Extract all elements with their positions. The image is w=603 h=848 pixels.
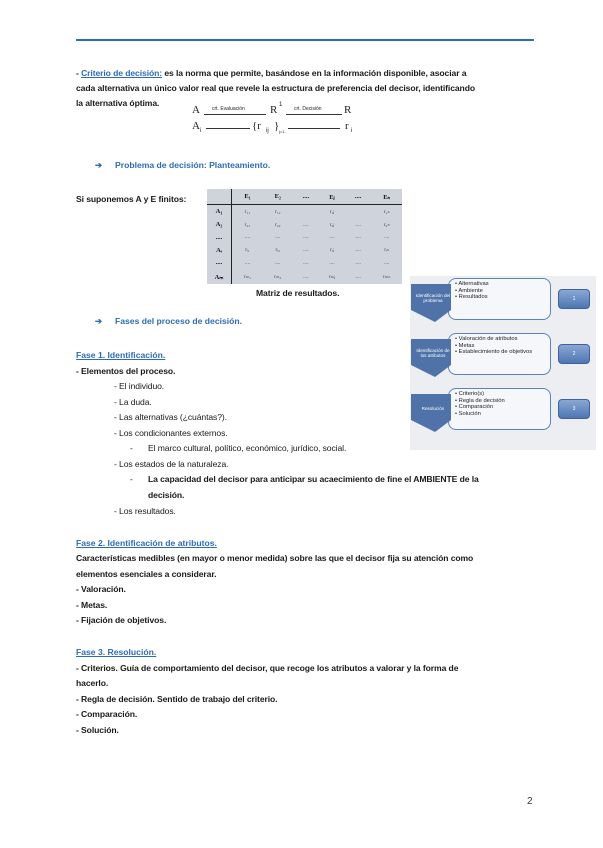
fase3-item: - Comparación. bbox=[76, 709, 138, 719]
matrix-cell: .... bbox=[355, 259, 361, 266]
sub-bullet: - bbox=[130, 443, 133, 453]
matrix-cell: rₘⱼ bbox=[328, 273, 336, 280]
criterio-line-1 bbox=[76, 66, 466, 82]
formula-R1-sup: 1 bbox=[279, 102, 283, 108]
matrix-cell: .... bbox=[355, 234, 361, 241]
results-matrix bbox=[207, 189, 402, 284]
matrix-cell: .... bbox=[329, 234, 335, 241]
stage-item: • Valoración de atributos bbox=[455, 336, 550, 343]
fase1-item: - Las alternativas (¿cuántas?). bbox=[114, 412, 227, 422]
fase3-item: - Regla de decisión. Sentido de trabajo del criterio. bbox=[76, 694, 278, 704]
matrix-header-cell: E₁ bbox=[232, 189, 264, 205]
matrix-cell: .... bbox=[383, 259, 390, 266]
stage-item: • Comparación bbox=[455, 404, 550, 411]
formula-set-idx: j=1.. bbox=[279, 129, 287, 134]
matrix-cell: .... bbox=[329, 259, 335, 266]
chevron-arrow-icon bbox=[411, 394, 459, 432]
matrix-cell: .... bbox=[303, 234, 309, 241]
fase1-estados: - Los estados de la naturaleza. bbox=[114, 459, 229, 469]
criterio-label: Criterio de decisión: bbox=[81, 68, 163, 78]
matrix-cell: rᵢ₁ bbox=[245, 247, 250, 254]
stage-item: • Ambiente bbox=[455, 288, 550, 295]
stage-2-title: Identificación de los atributos bbox=[416, 348, 450, 359]
matrix-cell: r₂ₙ bbox=[383, 221, 390, 228]
matrix-row bbox=[207, 257, 402, 270]
fase2-item: - Valoración. bbox=[76, 584, 126, 594]
matrix-cell bbox=[293, 205, 320, 219]
stage-1-box bbox=[448, 278, 551, 320]
matrix-row bbox=[207, 231, 402, 244]
matrix-cell: r₁₁ bbox=[244, 208, 251, 215]
matrix-cell: rₘₙ bbox=[382, 273, 391, 280]
matrix-cell: .... bbox=[355, 221, 361, 228]
matrix-cell: rᵢⱼ bbox=[330, 247, 334, 254]
stage-3-list bbox=[449, 389, 550, 417]
fase1-item: - Los condicionantes externos. bbox=[114, 428, 228, 438]
fase2-heading: Fase 2. Identificación de atributos. bbox=[76, 538, 217, 548]
stage-2-box bbox=[448, 333, 551, 375]
decision-phases-diagram bbox=[410, 276, 596, 450]
fases-line bbox=[95, 316, 242, 327]
stage-item: • Establecimiento de objetivos bbox=[455, 349, 550, 356]
stage-3-button[interactable]: 3 bbox=[558, 399, 590, 419]
matrix-row-label: .... bbox=[207, 231, 232, 244]
stage-3-title: Resolución bbox=[421, 406, 445, 411]
matrix-cell: .... bbox=[244, 234, 251, 241]
formula-ri: r bbox=[345, 120, 349, 132]
matrix-cell: .... bbox=[275, 259, 281, 266]
planteamiento-text: Problema de decisión: Planteamiento. bbox=[115, 160, 271, 170]
criterio-text: es la norma que permite, basándose en la información disponible, asociar a bbox=[162, 68, 467, 78]
matrix-cell: rᵢ₂ bbox=[275, 247, 281, 254]
matrix-row-label: Aₘ bbox=[207, 269, 232, 284]
stage-1-button[interactable]: 1 bbox=[558, 289, 590, 309]
stage-item: • Metas bbox=[455, 343, 550, 350]
matrix-cell: rₘ₁ bbox=[243, 273, 252, 280]
page-number: 2 bbox=[527, 796, 533, 807]
stage-3-chevron bbox=[411, 394, 459, 432]
sub-bullet: - bbox=[130, 474, 133, 484]
formula-Ai-sub: i bbox=[200, 128, 202, 134]
formula-set-close: } bbox=[274, 120, 280, 132]
planteamiento-line bbox=[95, 160, 270, 171]
matrix-cell: .... bbox=[303, 259, 309, 266]
matrix-cell: r₂₁ bbox=[244, 221, 251, 228]
formula-set-sub: ij bbox=[266, 128, 269, 134]
fases-text: Fases del proceso de decisión. bbox=[115, 316, 243, 326]
stage-item: • Solución bbox=[455, 411, 550, 418]
matrix-cell: .... bbox=[355, 273, 361, 280]
stage-item: • Regla de decisión bbox=[455, 398, 550, 405]
fase2-item: - Fijación de objetivos. bbox=[76, 615, 167, 625]
matrix-header-cell: Eₙ bbox=[371, 189, 402, 205]
decision-formula bbox=[190, 104, 358, 140]
matrix-row bbox=[207, 244, 402, 257]
formula-ri-sub: i bbox=[351, 128, 353, 134]
formula-arrow-1 bbox=[204, 114, 266, 115]
formula-A: A bbox=[192, 104, 200, 116]
matrix-row-label: A₁ bbox=[207, 205, 232, 219]
criterio-line-2: cada alternativa un único valor real que revele la estructura de preferencia del decisor, identificando bbox=[76, 83, 476, 93]
matrix-header-cell bbox=[207, 189, 232, 205]
stage-2-button[interactable]: 2 bbox=[558, 344, 590, 364]
results-table bbox=[207, 189, 402, 284]
fase1-elementos: - Elementos del proceso. bbox=[76, 366, 176, 376]
matrix-cell: .... bbox=[303, 273, 309, 280]
fase2-line2: elementos esenciales a considerar. bbox=[76, 569, 217, 579]
matrix-cell: rₘ₂ bbox=[274, 273, 282, 280]
finite-sentence: Si suponemos A y E finitos: bbox=[76, 194, 187, 204]
header-rule bbox=[76, 39, 534, 41]
fase1-item: - El individuo. bbox=[114, 381, 165, 391]
matrix-caption: Matriz de resultados. bbox=[256, 288, 340, 298]
formula-R1: R bbox=[270, 104, 278, 116]
arrow-right-icon: ➔ bbox=[95, 316, 103, 326]
matrix-header-cell: E₂ bbox=[263, 189, 292, 205]
matrix-header-cell: .... bbox=[293, 189, 320, 205]
matrix-row-label: A₂ bbox=[207, 218, 232, 231]
arrow-right-icon: ➔ bbox=[95, 160, 103, 170]
fase1-resultados: - Los resultados. bbox=[114, 506, 176, 516]
fase3-line2: hacerlo. bbox=[76, 678, 109, 688]
fase1-sub1: El marco cultural, político, económico, jurídico, social. bbox=[148, 443, 347, 453]
formula-crit-dec: crt. Decisión bbox=[294, 106, 322, 112]
fase1-sub2-line1: La capacidad del decisor para anticipar su acaecimiento de fine el AMBIENTE de la bbox=[148, 474, 479, 484]
matrix-cell bbox=[345, 205, 372, 219]
fase3-heading: Fase 3. Resolución. bbox=[76, 647, 157, 657]
matrix-cell: r₂₂ bbox=[274, 221, 281, 228]
matrix-cell: .... bbox=[244, 259, 251, 266]
matrix-cell: r₁ₙ bbox=[383, 208, 390, 215]
criterio-line-3: la alternativa óptima. bbox=[76, 98, 160, 108]
stage-2-chevron bbox=[411, 339, 459, 377]
fase1-item: - La duda. bbox=[114, 397, 152, 407]
matrix-row bbox=[207, 205, 402, 219]
formula-R: R bbox=[344, 104, 352, 116]
formula-Ai: A bbox=[192, 120, 200, 132]
stage-1-list bbox=[449, 279, 550, 301]
fase1-sub2-line2: decisión. bbox=[148, 490, 185, 500]
stage-item: • Criterio(s) bbox=[455, 391, 550, 398]
matrix-header-row bbox=[207, 189, 402, 205]
formula-set: {r bbox=[252, 120, 261, 132]
matrix-cell: rᵢₙ bbox=[384, 247, 390, 254]
stage-1-title: Identificación del problema bbox=[415, 293, 451, 304]
formula-arrow-2 bbox=[286, 114, 342, 115]
formula-crit-eval: crt. Evaluación bbox=[212, 106, 245, 112]
matrix-row bbox=[207, 218, 402, 231]
fase2-item: - Metas. bbox=[76, 600, 108, 610]
stage-1-chevron bbox=[411, 284, 459, 322]
fase3-line1: - Criterios. Guía de comportamiento del decisor, que recoge los atributos a valorar y la forma de bbox=[76, 663, 459, 673]
stage-item: • Resultados bbox=[455, 294, 550, 301]
stage-2-list bbox=[449, 334, 550, 356]
formula-arrow-4 bbox=[288, 128, 340, 129]
matrix-cell: r₁₂ bbox=[274, 208, 281, 215]
matrix-row-label: .... bbox=[207, 257, 232, 270]
matrix-cell: .... bbox=[275, 234, 281, 241]
fase1-heading: Fase 1. Identificación. bbox=[76, 350, 166, 360]
matrix-header-cell: .... bbox=[345, 189, 372, 205]
matrix-cell: .... bbox=[383, 234, 390, 241]
stage-item: • Alternativas bbox=[455, 281, 550, 288]
matrix-row bbox=[207, 269, 402, 284]
matrix-cell: r₁ⱼ bbox=[329, 208, 335, 215]
matrix-cell: r₂ⱼ bbox=[329, 221, 335, 228]
matrix-cell: .... bbox=[355, 247, 361, 254]
matrix-cell: .... bbox=[303, 221, 309, 228]
fase3-item: - Solución. bbox=[76, 725, 119, 735]
formula-arrow-3 bbox=[206, 128, 250, 129]
matrix-header-cell: Eⱼ bbox=[319, 189, 345, 205]
fase2-line1: Características medibles (en mayor o menor medida) sobre las que el decisor fija su atención como bbox=[76, 553, 474, 563]
matrix-row-label: Aᵢ bbox=[207, 244, 232, 257]
matrix-cell: .... bbox=[303, 247, 309, 254]
dash: - bbox=[76, 68, 82, 78]
stage-3-box bbox=[448, 388, 551, 430]
